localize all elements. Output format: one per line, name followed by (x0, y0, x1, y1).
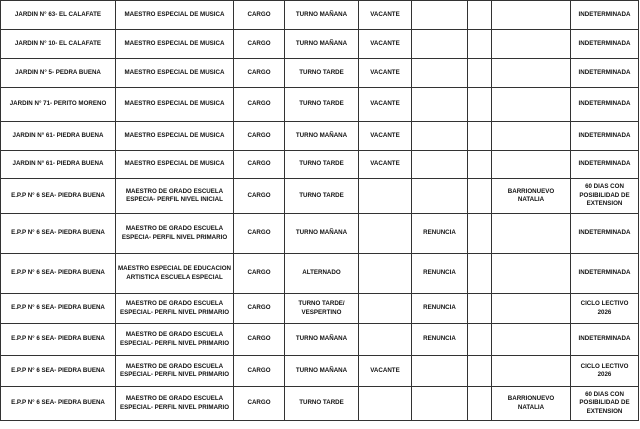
duration-cell: INDETERMINADA (571, 324, 639, 356)
duration-cell: INDETERMINADA (571, 214, 639, 254)
resignation-cell (412, 151, 468, 179)
table-row (1, 214, 639, 254)
resignation-cell (412, 88, 468, 122)
shift-cell: TURNO MAÑANA (285, 1, 359, 30)
school-cell: E.P.P N° 6 SEA- PIEDRA BUENA (1, 294, 116, 324)
resignation-cell (412, 387, 468, 421)
shift-cell: TURNO MAÑANA (285, 324, 359, 356)
table-row (1, 59, 639, 88)
type-cell: CARGO (234, 214, 285, 254)
blank-cell (468, 1, 492, 30)
type-cell: CARGO (234, 30, 285, 59)
vacancy-cell: VACANTE (359, 1, 412, 30)
resignation-cell: RENUNCIA (412, 324, 468, 356)
blank-cell (468, 387, 492, 421)
position-cell: MAESTRO DE GRADO ESCUELA ESPECIAL- PERFIL NIVEL PRIMARIO (116, 356, 234, 387)
vacancy-cell: VACANTE (359, 151, 412, 179)
table-row (1, 254, 639, 294)
position-cell: MAESTRO DE GRADO ESCUELA ESPECIAL- PERFIL NIVEL PRIMARIO (116, 294, 234, 324)
type-cell: CARGO (234, 294, 285, 324)
school-cell: E.P.P N° 6 SEA- PIEDRA BUENA (1, 324, 116, 356)
blank-cell (468, 254, 492, 294)
duration-cell: 60 DIAS CON POSIBILIDAD DE EXTENSION (571, 179, 639, 214)
blank-cell (468, 30, 492, 59)
table-row (1, 30, 639, 59)
holder-cell (492, 214, 571, 254)
holder-cell (492, 88, 571, 122)
holder-cell (492, 30, 571, 59)
table-row (1, 1, 639, 30)
blank-cell (468, 214, 492, 254)
duration-cell: 60 DIAS CON POSIBILIDAD DE EXTENSION (571, 387, 639, 421)
shift-cell: TURNO MAÑANA (285, 122, 359, 151)
blank-cell (468, 151, 492, 179)
vacancy-cell: VACANTE (359, 59, 412, 88)
blank-cell (468, 59, 492, 88)
resignation-cell: RENUNCIA (412, 214, 468, 254)
vacancy-cell (359, 294, 412, 324)
position-cell: MAESTRO DE GRADO ESCUELA ESPECIA- PERFIL NIVEL INICIAL (116, 179, 234, 214)
blank-cell (468, 294, 492, 324)
blank-cell (468, 122, 492, 151)
resignation-cell (412, 122, 468, 151)
resignation-cell (412, 1, 468, 30)
school-cell: E.P.P N° 6 SEA- PIEDRA BUENA (1, 254, 116, 294)
type-cell: CARGO (234, 254, 285, 294)
resignation-cell (412, 30, 468, 59)
shift-cell: TURNO TARDE (285, 151, 359, 179)
resignation-cell: RENUNCIA (412, 294, 468, 324)
duration-cell: INDETERMINADA (571, 254, 639, 294)
school-cell: JARDIN N° 71- PERITO MORENO (1, 88, 116, 122)
shift-cell: TURNO TARDE (285, 179, 359, 214)
type-cell: CARGO (234, 88, 285, 122)
shift-cell: TURNO TARDE (285, 387, 359, 421)
school-cell: E.P.P N° 6 SEA- PIEDRA BUENA (1, 179, 116, 214)
shift-cell: TURNO MAÑANA (285, 356, 359, 387)
duration-cell: INDETERMINADA (571, 30, 639, 59)
type-cell: CARGO (234, 59, 285, 88)
shift-cell: TURNO MAÑANA (285, 214, 359, 254)
school-cell: JARDIN N° 10- EL CALAFATE (1, 30, 116, 59)
holder-cell (492, 151, 571, 179)
duration-cell: CICLO LECTIVO 2026 (571, 356, 639, 387)
position-cell: MAESTRO ESPECIAL DE MUSICA (116, 30, 234, 59)
table-row (1, 294, 639, 324)
table-row (1, 387, 639, 421)
shift-cell: TURNO TARDE (285, 88, 359, 122)
holder-cell (492, 324, 571, 356)
vacancy-cell (359, 254, 412, 294)
type-cell: CARGO (234, 1, 285, 30)
school-cell: E.P.P N° 6 SEA- PIEDRA BUENA (1, 387, 116, 421)
table-row (1, 151, 639, 179)
position-cell: MAESTRO DE GRADO ESCUELA ESPECIA- PERFIL NIVEL PRIMARIO (116, 214, 234, 254)
vacancy-cell (359, 324, 412, 356)
holder-cell (492, 294, 571, 324)
resignation-cell (412, 59, 468, 88)
position-cell: MAESTRO DE GRADO ESCUELA ESPECIAL- PERFIL NIVEL PRIMARIO (116, 324, 234, 356)
holder-cell (492, 122, 571, 151)
position-cell: MAESTRO ESPECIAL DE MUSICA (116, 88, 234, 122)
school-cell: JARDIN N° 5- PEDRA BUENA (1, 59, 116, 88)
school-cell: JARDIN N° 63- EL CALAFATE (1, 1, 116, 30)
resignation-cell: RENUNCIA (412, 254, 468, 294)
table-row (1, 324, 639, 356)
duration-cell: INDETERMINADA (571, 122, 639, 151)
blank-cell (468, 179, 492, 214)
holder-cell: BARRIONUEVO NATALIA (492, 387, 571, 421)
duration-cell: CICLO LECTIVO 2026 (571, 294, 639, 324)
blank-cell (468, 356, 492, 387)
duration-cell: INDETERMINADA (571, 151, 639, 179)
position-cell: MAESTRO ESPECIAL DE MUSICA (116, 1, 234, 30)
vacancy-table-body (1, 1, 639, 421)
holder-cell (492, 356, 571, 387)
holder-cell (492, 1, 571, 30)
vacancy-cell (359, 179, 412, 214)
resignation-cell (412, 356, 468, 387)
blank-cell (468, 324, 492, 356)
holder-cell: BARRIONUEVO NATALIA (492, 179, 571, 214)
school-cell: JARDIN N° 61- PIEDRA BUENA (1, 122, 116, 151)
vacancy-cell: VACANTE (359, 30, 412, 59)
type-cell: CARGO (234, 387, 285, 421)
resignation-cell (412, 179, 468, 214)
duration-cell: INDETERMINADA (571, 1, 639, 30)
shift-cell: TURNO TARDE (285, 59, 359, 88)
shift-cell: TURNO TARDE/ VESPERTINO (285, 294, 359, 324)
type-cell: CARGO (234, 122, 285, 151)
blank-cell (468, 88, 492, 122)
duration-cell: INDETERMINADA (571, 88, 639, 122)
type-cell: CARGO (234, 179, 285, 214)
position-cell: MAESTRO ESPECIAL DE EDUCACION ARTISTICA ESCUELA ESPECIAL (116, 254, 234, 294)
shift-cell: ALTERNADO (285, 254, 359, 294)
vacancy-cell (359, 214, 412, 254)
vacancy-cell: VACANTE (359, 356, 412, 387)
school-cell: E.P.P N° 6 SEA- PIEDRA BUENA (1, 214, 116, 254)
vacancy-cell: VACANTE (359, 122, 412, 151)
school-cell: E.P.P N° 6 SEA- PIEDRA BUENA (1, 356, 116, 387)
shift-cell: TURNO MAÑANA (285, 30, 359, 59)
holder-cell (492, 254, 571, 294)
vacancy-cell: VACANTE (359, 88, 412, 122)
duration-cell: INDETERMINADA (571, 59, 639, 88)
type-cell: CARGO (234, 324, 285, 356)
position-cell: MAESTRO ESPECIAL DE MUSICA (116, 122, 234, 151)
vacancy-cell (359, 387, 412, 421)
school-cell: JARDIN N° 61- PIEDRA BUENA (1, 151, 116, 179)
table-row (1, 88, 639, 122)
position-cell: MAESTRO ESPECIAL DE MUSICA (116, 59, 234, 88)
position-cell: MAESTRO DE GRADO ESCUELA ESPECIAL- PERFIL NIVEL PRIMARIO (116, 387, 234, 421)
position-cell: MAESTRO ESPECIAL DE MUSICA (116, 151, 234, 179)
table-row (1, 179, 639, 214)
table-row (1, 356, 639, 387)
holder-cell (492, 59, 571, 88)
table-row (1, 122, 639, 151)
type-cell: CARGO (234, 356, 285, 387)
type-cell: CARGO (234, 151, 285, 179)
